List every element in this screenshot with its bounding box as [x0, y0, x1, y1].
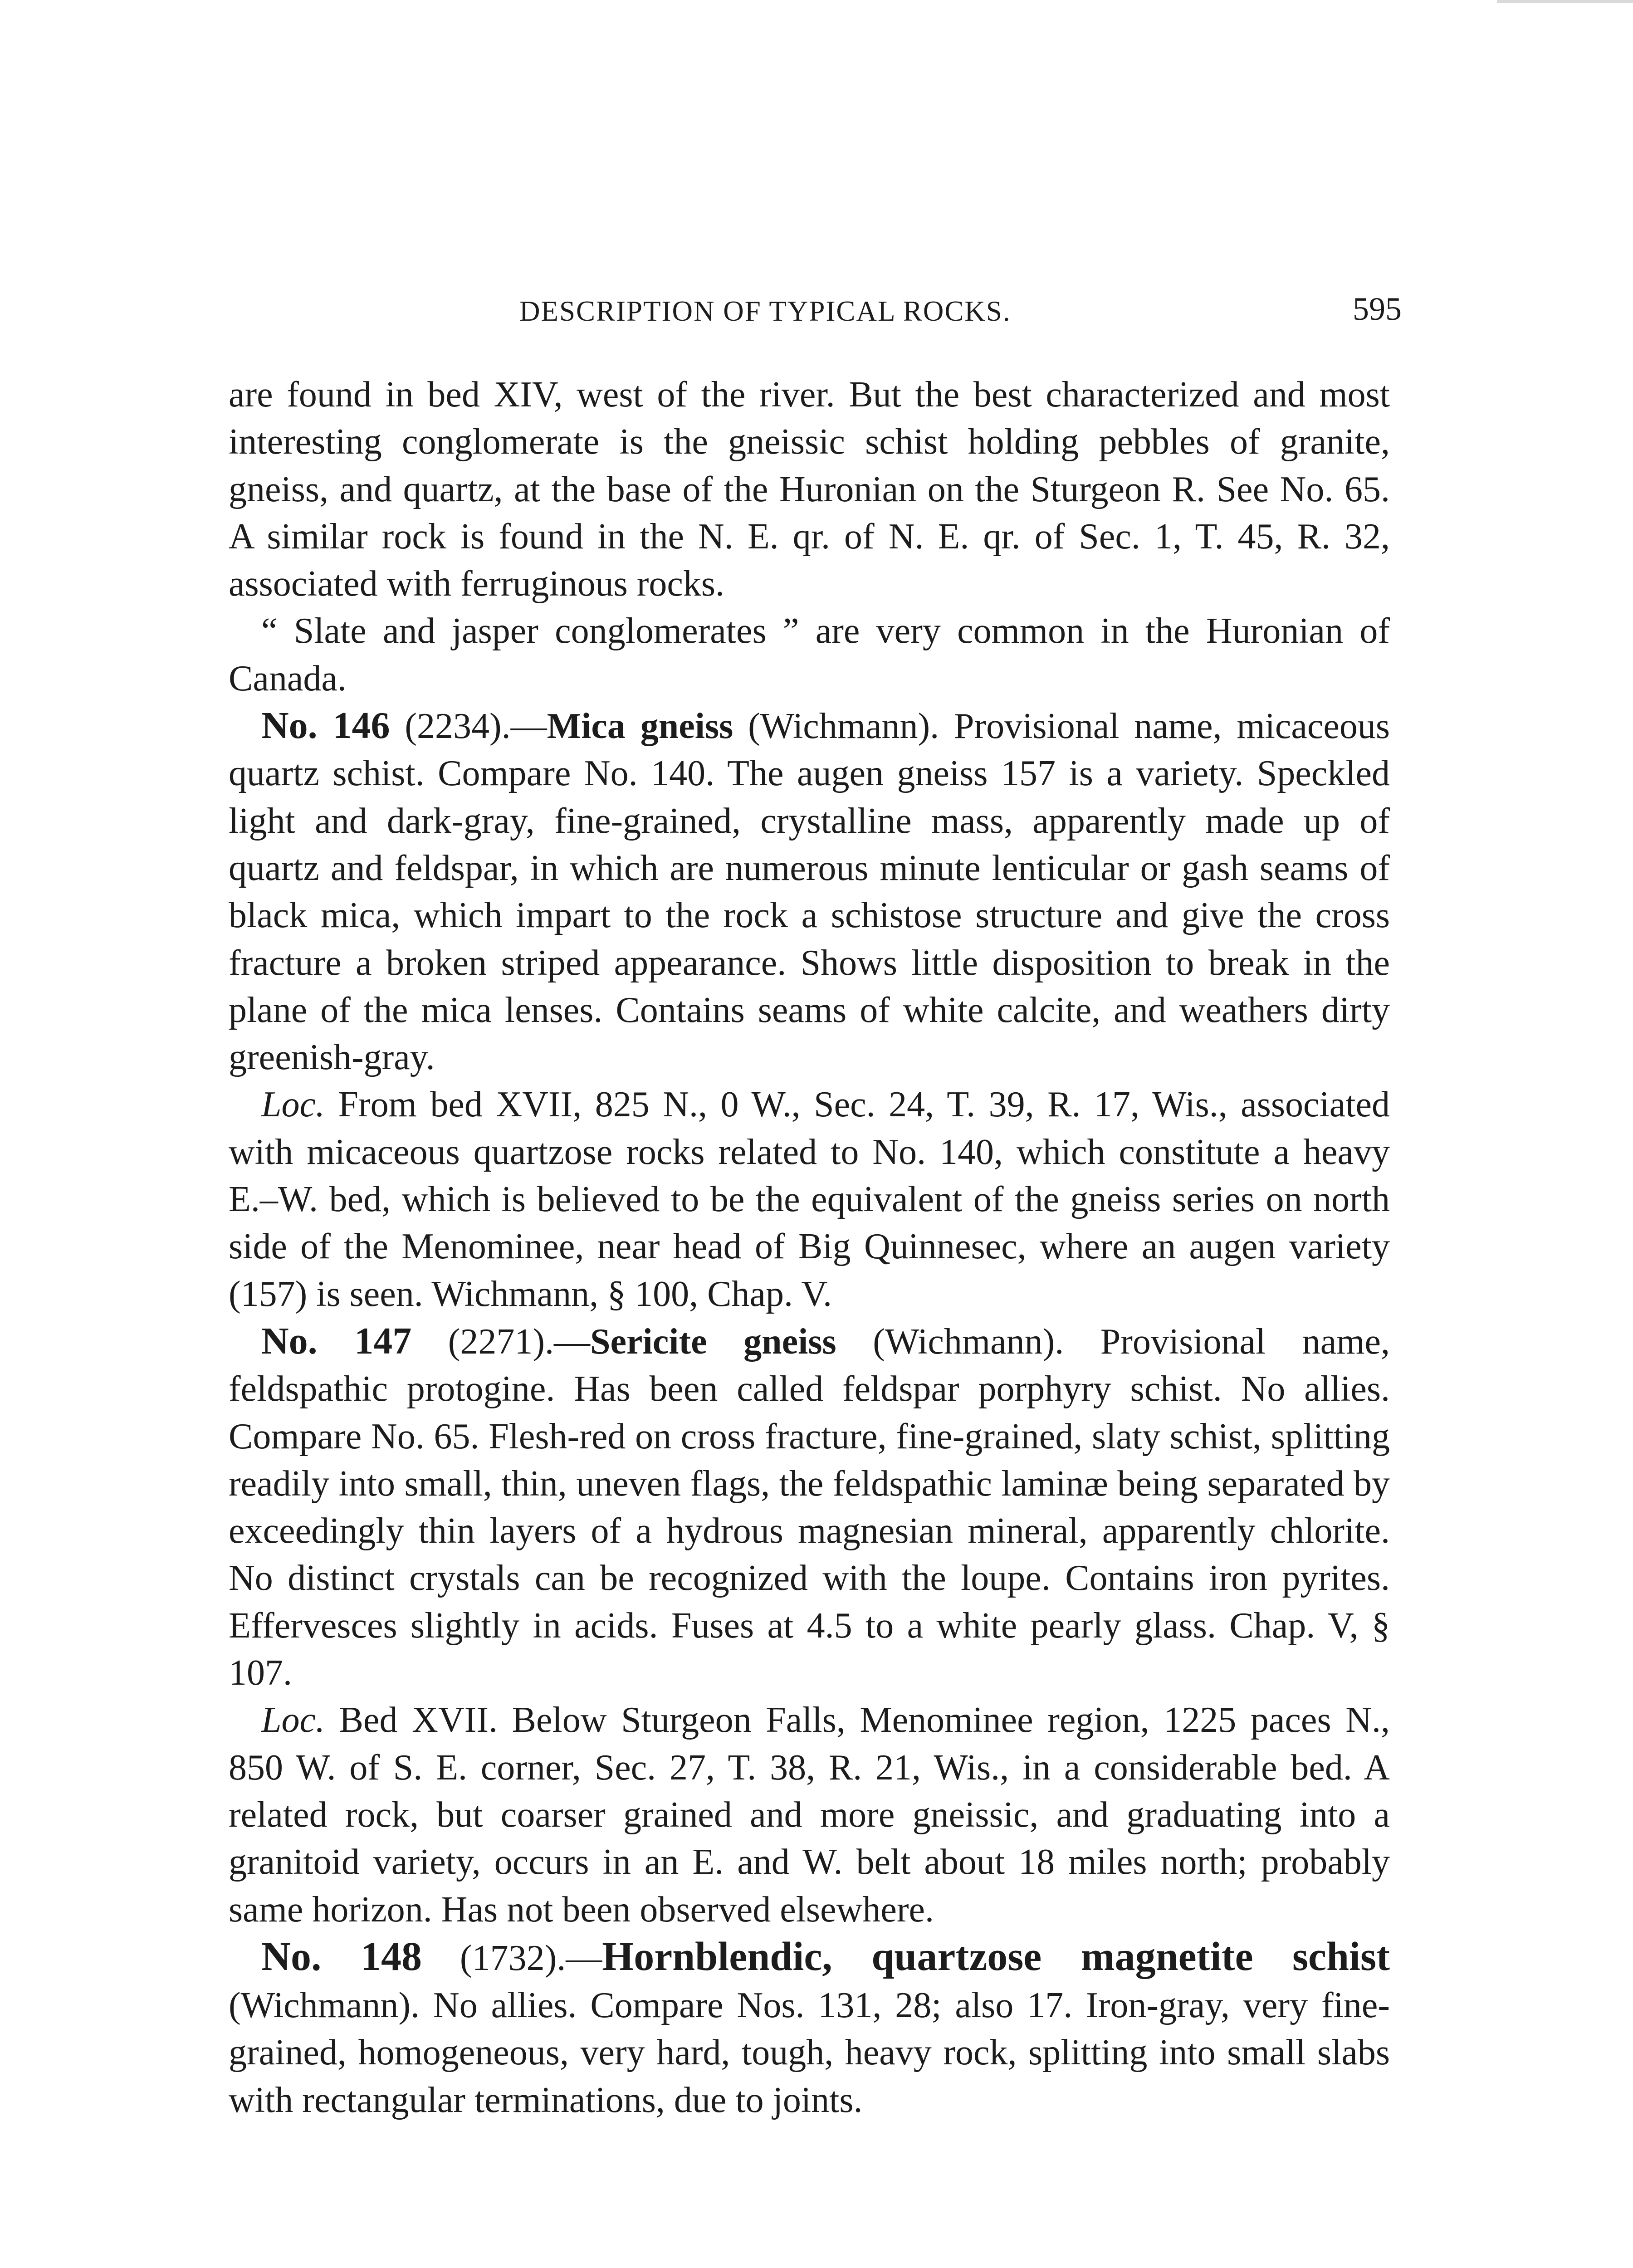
entry-147-number: No. 147 — [261, 1320, 412, 1362]
entry-146-number: No. 146 — [261, 704, 390, 747]
paragraph-continuation: are found in bed XIV, west of the river. But the best characterized and most interesting conglomerate is the gneissic schist holding pebbles of granite, gneiss, and quartz, at the base of the Huronian on the Sturgeon R. See No. 65. A similar rock is found in the N. E. qr. of N. E. qr. of Sec. 1, T. 45, R. 32, associated with ferruginous rocks. — [229, 375, 1390, 604]
entry-148-number: No. 148 — [261, 1934, 422, 1979]
scan-edge-rule — [1497, 0, 1633, 3]
entry-147-loc-text: Bed XVII. Below Sturgeon Falls, Menominee region, 1225 paces N., 850 W. of S. E. corner, Sec. 27, T. 38, R. 21, Wis., in a considerable bed. A related rock, but coarser grained and more gneissic, and graduating into a granitoid variety, occurs in an E. and W. belt about 18 miles north; probably same horizon. Has not been observed elsewhere. — [229, 1700, 1390, 1930]
entry-147-description: (Wichmann). Provisional name, feldspathic protogine. Has been called feldspar porphyry schist. No allies. Compare No. 65. Flesh-red on cross fracture, fine-grained, slaty schist, splitting readily into small, thin, uneven flags, the feldspathic laminæ being separated by exceedingly thin layers of a hydrous magnesian mineral, apparently chlorite. No distinct crystals can be recognized with the loupe. Contains iron pyrites. Effervesces slightly in acids. Fuses at 4.5 to a white pearly glass. Chap. V, § 107. — [229, 1321, 1390, 1693]
entry-148-rock-name: Hornblendic, quartzose magnetite schist — [602, 1934, 1390, 1979]
entry-146-locality — [229, 1081, 1390, 1317]
entry-146-loc-text: From bed XVII, 825 N., 0 W., Sec. 24, T. 39, R. 17, Wis., associated with micaceous quartzose rocks related to No. 140, which constitute a heavy E.–W. bed, which is believed to be the equivalent of the gneiss series on north side of the Menominee, near head of Big Quinnesec, where an augen variety (157) is seen. Wichmann, § 100, Chap. V. — [229, 1085, 1390, 1314]
entry-146 — [229, 702, 1390, 1081]
page-number: 595 — [1353, 291, 1402, 327]
body-text — [229, 371, 1390, 2124]
paragraph-huronian-canada: “ Slate and jasper conglomerates ” are very common in the Huronian of Canada. — [229, 611, 1390, 699]
entry-146-catalog: (2234).— — [390, 706, 547, 747]
running-head: DESCRIPTION OF TYPICAL ROCKS. — [519, 295, 1011, 327]
entry-148 — [229, 1933, 1390, 2124]
entry-147-loc-label: Loc. — [261, 1700, 325, 1740]
entry-147-catalog: (2271).— — [411, 1321, 591, 1362]
entry-147 — [229, 1318, 1390, 1696]
entry-146-rock-name: Mica gneiss — [547, 706, 733, 747]
entry-147-locality — [229, 1696, 1390, 1933]
entry-146-loc-label: Loc. — [261, 1085, 325, 1125]
entry-147-rock-name: Sericite gneiss — [590, 1321, 836, 1362]
entry-146-description: (Wichmann). Provisional name, micaceous quartz schist. Compare No. 140. The augen gneiss 157 is a variety. Speckled light and dark-gray, fine-grained, crystalline mass, apparently made up of quartz and feldspar, in which are numerous minute lenticular or gash seams of black mica, which impart to the rock a schistose structure and give the cross fracture a broken striped appearance. Shows little disposition to break in the plane of the mica lenses. Contains seams of white calcite, and weathers dirty greenish-gray. — [229, 706, 1390, 1078]
entry-148-description: (Wichmann). No allies. Compare Nos. 131, 28; also 17. Iron-gray, very fine-grained, homogeneous, very hard, tough, heavy rock, splitting into small slabs with rectangular terminations, due to joints. — [229, 1985, 1390, 2120]
entry-148-catalog: (1732).— — [421, 1938, 602, 1978]
